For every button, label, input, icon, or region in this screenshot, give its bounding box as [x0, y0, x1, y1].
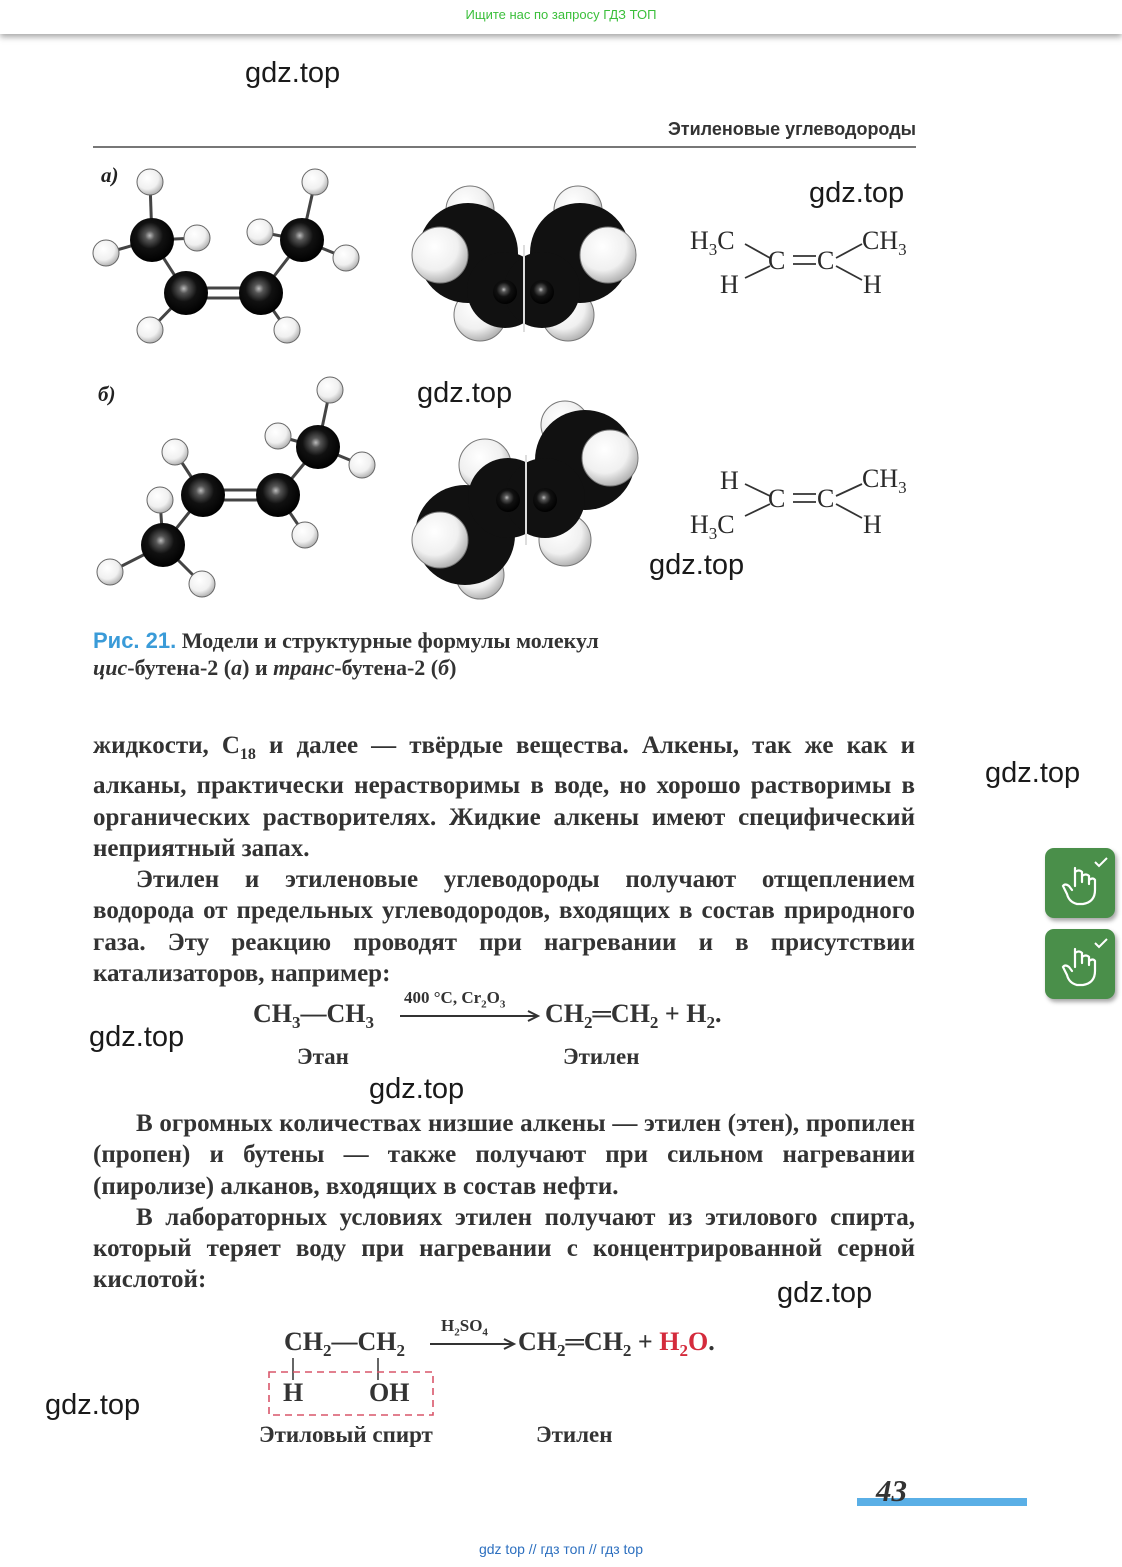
caption-italic: транс: [273, 655, 335, 680]
caption-italic: б: [438, 655, 450, 680]
cis-atoms: [93, 169, 359, 343]
watermark: gdz.top: [649, 549, 745, 581]
watermark: gdz.top: [89, 1021, 185, 1053]
caption-text: -бутена-2 (: [334, 655, 439, 680]
equation-2-right: $CH_2═CH_2 + H_2O$.: [518, 1327, 715, 1361]
caption-text: -бутена-2 (: [127, 655, 232, 680]
figure-label-a: а): [101, 163, 119, 187]
equation-1-label-left: Этан: [297, 1044, 349, 1069]
watermark: gdz.top: [369, 1073, 465, 1105]
formula-atom: C: [817, 484, 835, 513]
equation-2-oh: OH: [369, 1378, 410, 1407]
formula-atom: $CH_3$: [862, 226, 907, 260]
equation-2-label-left: Этиловый спирт: [259, 1422, 433, 1447]
equation-1-arrow: [398, 1008, 544, 1024]
body-text-2: [93, 1108, 915, 1296]
molecule-models: [0, 0, 1122, 620]
formula-atom: $H_3C$: [690, 510, 735, 544]
equation-2-arrow: [428, 1336, 520, 1352]
side-action-button[interactable]: [1045, 929, 1115, 999]
watermark: gdz.top: [417, 377, 513, 409]
page-number: 43: [876, 1473, 907, 1508]
figure-label-b: б): [98, 382, 116, 406]
footer-links[interactable]: gdz top // гдз топ // гдз top: [478, 1541, 644, 1557]
formula-atom: H: [720, 270, 739, 299]
paragraph: В лабораторных условиях этилен получают из этилового спирта, который теряет воду при нагревании с концентрированной серной кислотой:: [93, 1203, 915, 1294]
formula-atom: H: [863, 510, 882, 539]
cis-space-filling-model: [412, 186, 636, 341]
equation-1-right: $CH_2═CH_2 + H_2$.: [545, 999, 722, 1033]
equation-1-left: $CH_3—CH_3$: [253, 999, 374, 1033]
caption-text: ) и: [242, 655, 274, 680]
equation-2-left: $CH_2—CH_2$: [284, 1327, 405, 1361]
paragraph: В огромных количествах низшие алкены — этилен (этен), пропилен (пропен) и бутены — также получают при сильном нагревании (пиролизе) алканов, входящих в состав нефти.: [93, 1110, 915, 1200]
paragraph: Этилен и этиленовые углеводороды получают отщеплением водорода от предельных углеводородов, входящих в состав природного газа. Эту реакцию проводят при нагревании и в присутствии катализаторов, например:: [93, 866, 915, 988]
subscript: 18: [239, 746, 256, 763]
caption-italic: цис: [93, 655, 128, 680]
watermark: gdz.top: [777, 1277, 873, 1309]
equation-2-h: H: [283, 1378, 304, 1407]
trans-space-filling-model: [412, 401, 638, 599]
watermark: gdz.top: [245, 57, 341, 89]
formula-atom: C: [817, 246, 835, 275]
figure-number: Рис. 21.: [93, 628, 177, 653]
body-text-1: [93, 730, 915, 989]
watermark: gdz.top: [985, 757, 1081, 789]
formula-atom: C: [768, 484, 786, 513]
side-action-button[interactable]: [1045, 848, 1115, 918]
tap-hand-icon: [1045, 848, 1115, 918]
equation-1-label-right: Этилен: [563, 1044, 640, 1069]
equation-2-catalyst: $H_2SO_4$: [441, 1316, 488, 1339]
caption-text: Модели и структурные формулы молекул: [181, 628, 599, 653]
running-head: Этиленовые углеводороды: [667, 119, 916, 139]
formula-atom: H: [720, 466, 739, 495]
figure-caption: [93, 627, 599, 681]
caption-text: ): [449, 655, 457, 680]
structural-bonds: [745, 244, 862, 518]
paragraph-text: и далее — твёрдые вещества. Алкены, так же как и алканы, практически нерастворимы в воде, но хорошо растворимы в органических растворителях. Жидкие алкены имеют специфический неприятный запах.: [93, 732, 915, 862]
equation-2-label-right: Этилен: [536, 1422, 613, 1447]
caption-italic: а: [231, 655, 243, 680]
tap-hand-icon: [1045, 929, 1115, 999]
formula-atom: C: [768, 246, 786, 275]
formula-atom: H: [863, 270, 882, 299]
equation-1-condition: 400 °C, $Cr_2O_3$: [404, 988, 506, 1011]
trans-atoms: [97, 377, 375, 597]
watermark: gdz.top: [809, 177, 905, 209]
formula-atom: $H_3C$: [690, 226, 735, 260]
paragraph-text: жидкости, C: [93, 732, 240, 759]
formula-atom: $CH_3$: [862, 464, 907, 498]
watermark: gdz.top: [45, 1389, 141, 1421]
search-hint: Ищите нас по запросу ГДЗ ТОП: [465, 7, 657, 22]
